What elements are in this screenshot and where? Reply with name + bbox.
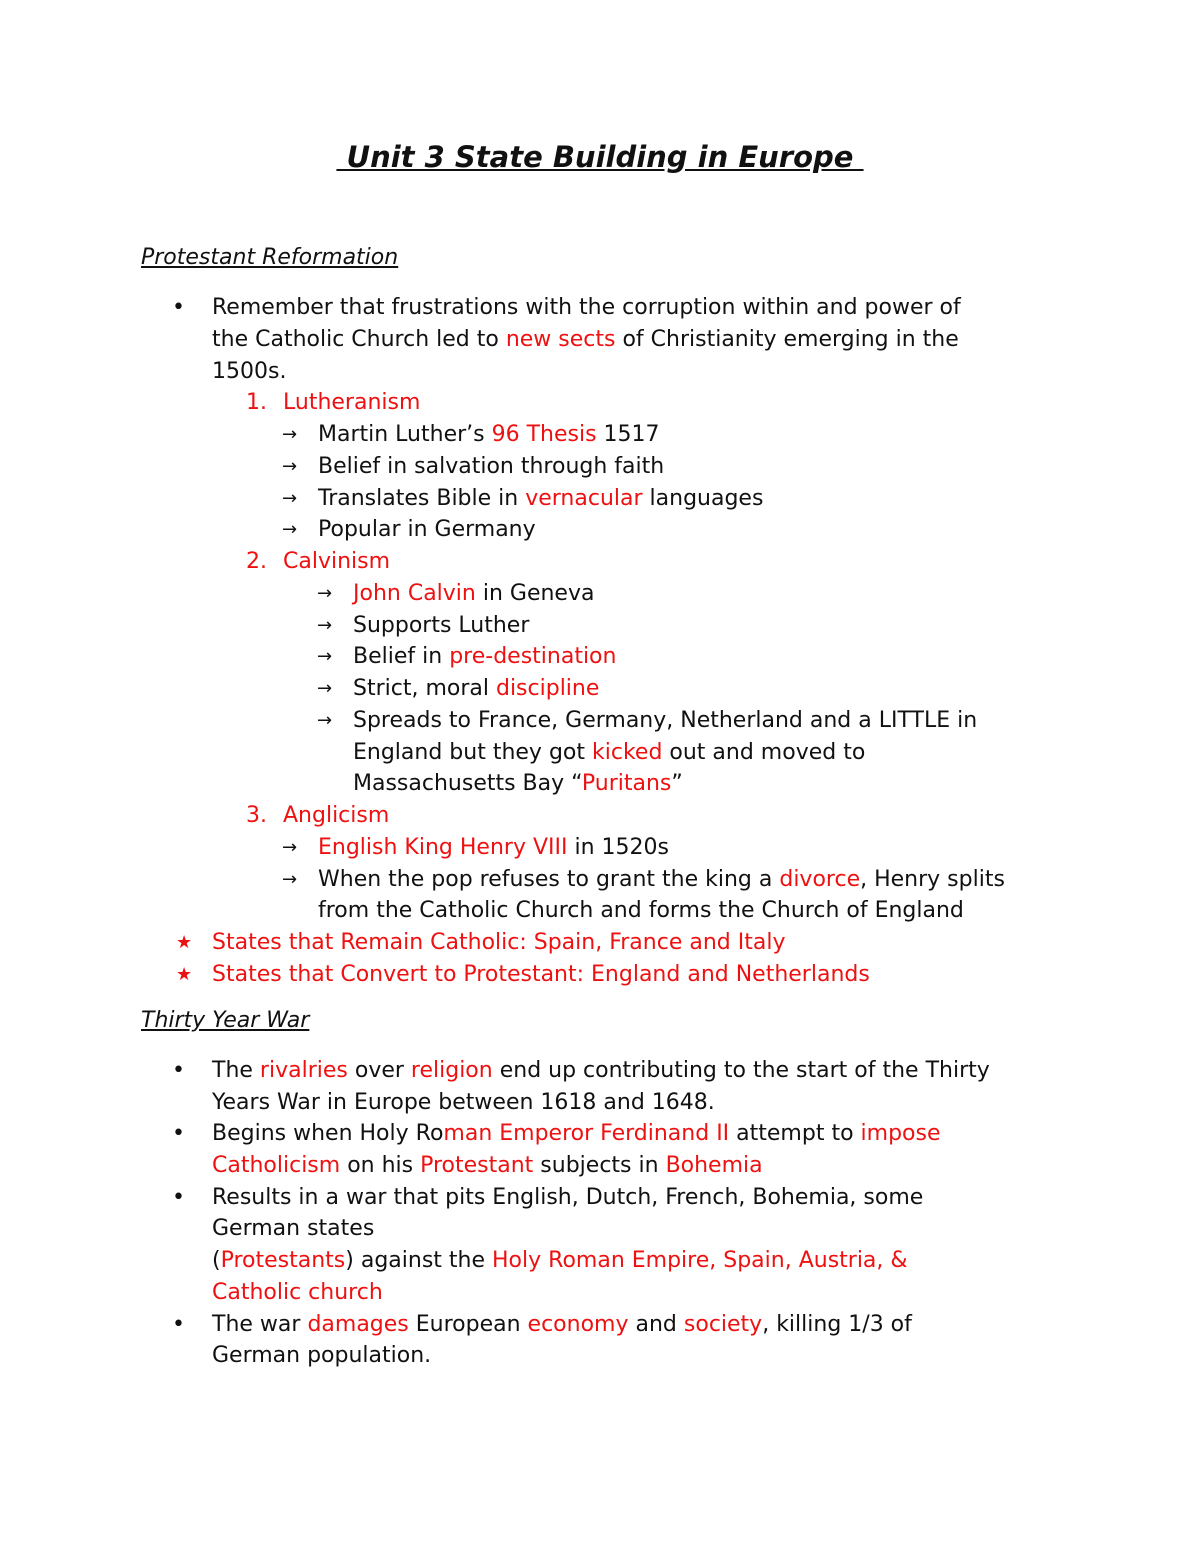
- text-segment: (: [212, 1248, 221, 1273]
- arrow-right-icon: →: [282, 869, 298, 890]
- text-segment-highlight: damages: [307, 1312, 409, 1337]
- text-line: [212, 292, 961, 324]
- text-segment: Remember that frustrations with the corruption within and power of: [212, 295, 961, 320]
- list-point-continued: [318, 895, 964, 927]
- text-segment-highlight: Catholic church: [212, 1280, 383, 1305]
- text-segment-highlight: Bohemia: [665, 1153, 763, 1178]
- text-segment: the Catholic Church led to: [212, 327, 506, 352]
- arrow-right-icon: →: [317, 583, 333, 604]
- text-segment: Popular in Germany: [318, 517, 536, 542]
- arrow-right-icon: →: [282, 519, 298, 540]
- bullet-dot-icon: •: [172, 295, 185, 320]
- text-line: [212, 1118, 941, 1150]
- text-segment-highlight: Catholicism: [212, 1153, 341, 1178]
- star-item: States that Remain Catholic: Spain, France and Italy: [212, 930, 786, 955]
- text-segment-highlight: 96 Thesis: [491, 422, 597, 447]
- text-segment: of Christianity emerging in the: [615, 327, 959, 352]
- text-line: [212, 1309, 912, 1341]
- text-line: [212, 1087, 715, 1119]
- text-line: [212, 324, 959, 356]
- list-point: [353, 673, 599, 705]
- text-segment: 1500s.: [212, 359, 287, 384]
- star-icon: ★: [176, 932, 193, 953]
- text-segment-highlight: divorce: [779, 867, 861, 892]
- list-number: 3.: [246, 803, 267, 828]
- text-line: [212, 1340, 431, 1372]
- section-heading-protestant-reformation: Protestant Reformation: [141, 245, 399, 270]
- text-segment-highlight: new sects: [505, 327, 616, 352]
- text-segment-highlight: society: [683, 1312, 763, 1337]
- text-line: [212, 1213, 374, 1245]
- text-segment: on his: [340, 1153, 421, 1178]
- text-segment: in 1520s: [567, 835, 669, 860]
- arrow-right-icon: →: [282, 424, 298, 445]
- page-title: Unit 3 State Building in Europe: [336, 140, 864, 174]
- text-segment: languages: [642, 486, 764, 511]
- text-line: [212, 1245, 908, 1277]
- text-segment: end up contributing to the start of the Thirty: [492, 1058, 990, 1083]
- list-point: [318, 832, 669, 864]
- text-segment: The war: [212, 1312, 308, 1337]
- bullet-dot-icon: •: [172, 1058, 185, 1083]
- list-point: [353, 705, 977, 737]
- arrow-right-icon: →: [282, 488, 298, 509]
- list-number: 1.: [246, 390, 267, 415]
- text-segment-highlight: rivalries: [259, 1058, 348, 1083]
- text-segment: The: [212, 1058, 260, 1083]
- text-segment: from the Catholic Church and forms the Church of England: [318, 898, 964, 923]
- text-segment: German states: [212, 1216, 375, 1241]
- bullet-dot-icon: •: [172, 1121, 185, 1146]
- arrow-right-icon: →: [282, 456, 298, 477]
- list-label: Calvinism: [283, 549, 391, 574]
- bullet-dot-icon: •: [172, 1185, 185, 1210]
- text-line: [212, 1150, 763, 1182]
- text-segment-highlight: English King Henry VIII: [318, 835, 568, 860]
- list-point-continued: [353, 737, 865, 769]
- text-line: [212, 1182, 923, 1214]
- text-segment: England but they got: [353, 740, 592, 765]
- text-segment-highlight: religion: [410, 1058, 493, 1083]
- list-point: [318, 864, 1005, 896]
- list-number: 2.: [246, 549, 267, 574]
- text-segment: Belief in: [353, 644, 450, 669]
- list-point: [353, 610, 529, 642]
- text-segment-highlight: pre-destination: [449, 644, 617, 669]
- text-segment-highlight: kicked: [592, 740, 663, 765]
- text-segment: Massachusetts Bay “: [353, 771, 582, 796]
- list-label: Anglicism: [283, 803, 390, 828]
- text-segment: Years War in Europe between 1618 and 1648.: [212, 1090, 715, 1115]
- text-line: [212, 1055, 990, 1087]
- text-segment: German population.: [212, 1343, 432, 1368]
- text-segment: European: [408, 1312, 528, 1337]
- list-point: [353, 578, 594, 610]
- text-segment: ”: [671, 771, 683, 796]
- text-segment: , Henry splits: [860, 867, 1005, 892]
- list-point: [318, 483, 763, 515]
- list-point: [318, 451, 664, 483]
- list-point: [353, 641, 616, 673]
- arrow-right-icon: →: [317, 615, 333, 636]
- arrow-right-icon: →: [317, 678, 333, 699]
- text-segment: Supports Luther: [353, 613, 530, 638]
- text-segment: Strict, moral: [353, 676, 496, 701]
- text-segment-highlight: vernacular: [525, 486, 643, 511]
- text-segment: ) against the: [345, 1248, 493, 1273]
- text-segment-highlight: John Calvin: [353, 581, 476, 606]
- text-segment-highlight: impose: [860, 1121, 941, 1146]
- arrow-right-icon: →: [317, 646, 333, 667]
- text-segment-highlight: Puritans: [581, 771, 672, 796]
- text-segment-highlight: Protestant: [420, 1153, 534, 1178]
- text-segment: attempt to: [729, 1121, 861, 1146]
- text-segment: subjects in: [533, 1153, 666, 1178]
- text-segment: 1517: [596, 422, 660, 447]
- list-point: [318, 514, 536, 546]
- text-segment-highlight: Holy Roman Empire, Spain, Austria, &: [492, 1248, 908, 1273]
- list-label: Lutheranism: [283, 390, 421, 415]
- text-segment: and: [628, 1312, 684, 1337]
- text-segment-highlight: discipline: [495, 676, 600, 701]
- star-icon: ★: [176, 964, 193, 985]
- text-segment: Results in a war that pits English, Dutch, French, Bohemia, some: [212, 1185, 924, 1210]
- text-segment: Spreads to France, Germany, Netherland and a LITTLE in: [353, 708, 978, 733]
- list-point: [318, 419, 660, 451]
- text-segment: out and moved to: [662, 740, 866, 765]
- text-segment-highlight: economy: [527, 1312, 629, 1337]
- text-segment: Martin Luther’s: [318, 422, 492, 447]
- text-segment-highlight: man Emperor Ferdinand II: [443, 1121, 730, 1146]
- text-segment: Translates Bible in: [318, 486, 526, 511]
- text-segment: Begins when Holy Ro: [212, 1121, 444, 1146]
- text-segment: When the pop refuses to grant the king a: [318, 867, 780, 892]
- star-item: States that Convert to Protestant: England and Netherlands: [212, 962, 870, 987]
- arrow-right-icon: →: [317, 710, 333, 731]
- section-heading-thirty-year-war: Thirty Year War: [141, 1008, 310, 1033]
- text-line: [212, 356, 286, 388]
- arrow-right-icon: →: [282, 837, 298, 858]
- text-segment: , killing 1/3 of: [762, 1312, 912, 1337]
- text-segment: in Geneva: [475, 581, 595, 606]
- text-segment: Belief in salvation through faith: [318, 454, 665, 479]
- text-segment: over: [347, 1058, 411, 1083]
- bullet-dot-icon: •: [172, 1312, 185, 1337]
- list-point-continued: [353, 768, 683, 800]
- text-line: [212, 1277, 383, 1309]
- text-segment-highlight: Protestants: [220, 1248, 346, 1273]
